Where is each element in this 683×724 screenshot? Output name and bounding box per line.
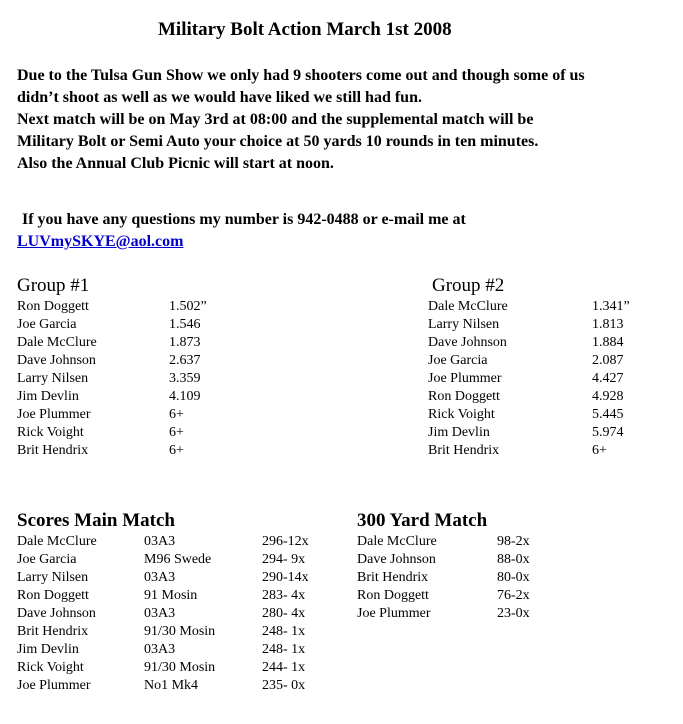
notice-line: didn’t shoot as well as we would have liked we still had fun. <box>17 89 422 106</box>
table-row <box>17 659 337 677</box>
table-row <box>357 551 557 569</box>
shooter-name: Jim Devlin <box>17 642 79 657</box>
group-size: 1.341” <box>592 299 630 314</box>
shooter-name: Joe Plummer <box>17 678 91 693</box>
shooter-name: Joe Garcia <box>428 353 488 368</box>
table-row <box>17 623 337 641</box>
rifle: 91 Mosin <box>144 588 198 603</box>
shooter-name: Ron Doggett <box>17 588 89 603</box>
shooter-name: Joe Plummer <box>17 407 91 422</box>
group-size: 4.928 <box>592 389 624 404</box>
notice-line: Also the Annual Club Picnic will start at noon. <box>17 155 334 172</box>
score: 23-0x <box>497 606 530 621</box>
group1-title: Group #1 <box>17 275 90 296</box>
group-size: 1.873 <box>169 335 201 350</box>
shooter-name: Brit Hendrix <box>17 443 89 458</box>
shooter-name: Dave Johnson <box>428 335 507 350</box>
shooter-name: Ron Doggett <box>357 588 429 603</box>
group2-table <box>428 298 658 460</box>
table-row <box>428 406 658 424</box>
table-row <box>428 424 658 442</box>
rifle: 03A3 <box>144 606 176 621</box>
table-row <box>17 334 237 352</box>
shooter-name: Joe Plummer <box>428 371 502 386</box>
score: 88-0x <box>497 552 530 567</box>
shooter-name: Dave Johnson <box>357 552 436 567</box>
shooter-name: Dave Johnson <box>17 353 96 368</box>
notice-paragraph <box>17 65 585 175</box>
table-row <box>17 298 237 316</box>
group1-table <box>17 298 237 460</box>
group-size: 2.637 <box>169 353 201 368</box>
table-row <box>357 605 557 623</box>
table-row <box>17 406 237 424</box>
table-row <box>17 370 237 388</box>
rifle: 03A3 <box>144 570 176 585</box>
notice-line: Military Bolt or Semi Auto your choice at 50 yards 10 rounds in ten minutes. <box>17 133 539 150</box>
group-size: 2.087 <box>592 353 624 368</box>
table-row <box>17 551 337 569</box>
shooter-name: Brit Hendrix <box>428 443 500 458</box>
table-row <box>428 352 658 370</box>
score: 248- 1x <box>262 624 306 639</box>
shooter-name: Dale McClure <box>17 335 97 350</box>
group-size: 1.502” <box>169 299 207 314</box>
group-size: 6+ <box>169 425 184 440</box>
group2-title: Group #2 <box>432 275 505 296</box>
group-size: 5.974 <box>592 425 624 440</box>
shooter-name: Dale McClure <box>17 534 97 549</box>
table-row <box>17 569 337 587</box>
shooter-name: Larry Nilsen <box>17 570 89 585</box>
yard300-title: 300 Yard Match <box>357 510 488 531</box>
shooter-name: Jim Devlin <box>428 425 490 440</box>
shooter-name: Dave Johnson <box>17 606 96 621</box>
group-size: 4.109 <box>169 389 201 404</box>
yard300-table <box>357 533 557 623</box>
score: 98-2x <box>497 534 530 549</box>
table-row <box>17 587 337 605</box>
shooter-name: Ron Doggett <box>17 299 89 314</box>
table-row <box>428 442 658 460</box>
group-size: 6+ <box>592 443 607 458</box>
table-row <box>17 442 237 460</box>
rifle: 91/30 Mosin <box>144 660 216 675</box>
shooter-name: Dale McClure <box>428 299 508 314</box>
table-row <box>17 316 237 334</box>
table-row <box>17 677 337 695</box>
contact-text: If you have any questions my number is 942-0488 or e-mail me at <box>22 211 466 228</box>
group-size: 1.813 <box>592 317 624 332</box>
rifle: 91/30 Mosin <box>144 624 216 639</box>
email-link[interactable]: LUVmySKYE@aol.com <box>17 233 184 250</box>
table-row <box>428 298 658 316</box>
group-size: 3.359 <box>169 371 201 386</box>
page-title: Military Bolt Action March 1st 2008 <box>158 19 452 40</box>
main-match-title: Scores Main Match <box>17 510 175 531</box>
group-size: 6+ <box>169 443 184 458</box>
shooter-name: Joe Plummer <box>357 606 431 621</box>
table-row <box>357 533 557 551</box>
score: 244- 1x <box>262 660 306 675</box>
table-row <box>428 316 658 334</box>
score: 280- 4x <box>262 606 306 621</box>
score: 294- 9x <box>262 552 306 567</box>
shooter-name: Brit Hendrix <box>17 624 89 639</box>
table-row <box>357 569 557 587</box>
table-row <box>17 533 337 551</box>
shooter-name: Joe Garcia <box>17 317 77 332</box>
table-row <box>17 605 337 623</box>
shooter-name: Brit Hendrix <box>357 570 429 585</box>
notice-line: Due to the Tulsa Gun Show we only had 9 shooters come out and though some of us <box>17 67 585 84</box>
table-row <box>428 334 658 352</box>
shooter-name: Rick Voight <box>428 407 495 422</box>
shooter-name: Rick Voight <box>17 425 84 440</box>
table-row <box>17 388 237 406</box>
group-size: 4.427 <box>592 371 624 386</box>
rifle: 03A3 <box>144 642 176 657</box>
shooter-name: Dale McClure <box>357 534 437 549</box>
table-row <box>428 370 658 388</box>
table-row <box>17 641 337 659</box>
rifle: M96 Swede <box>144 552 212 567</box>
shooter-name: Rick Voight <box>17 660 84 675</box>
group-size: 1.546 <box>169 317 201 332</box>
group-size: 6+ <box>169 407 184 422</box>
rifle: No1 Mk4 <box>144 678 199 693</box>
shooter-name: Larry Nilsen <box>17 371 89 386</box>
score: 80-0x <box>497 570 530 585</box>
score: 76-2x <box>497 588 530 603</box>
group-size: 5.445 <box>592 407 624 422</box>
score: 296-12x <box>262 534 309 549</box>
score: 235- 0x <box>262 678 306 693</box>
group-size: 1.884 <box>592 335 624 350</box>
shooter-name: Larry Nilsen <box>428 317 500 332</box>
table-row <box>428 388 658 406</box>
table-row <box>17 352 237 370</box>
rifle: 03A3 <box>144 534 176 549</box>
table-row <box>357 587 557 605</box>
score: 290-14x <box>262 570 309 585</box>
main-match-table <box>17 533 337 695</box>
score: 283- 4x <box>262 588 306 603</box>
score: 248- 1x <box>262 642 306 657</box>
shooter-name: Ron Doggett <box>428 389 500 404</box>
shooter-name: Jim Devlin <box>17 389 79 404</box>
notice-line: Next match will be on May 3rd at 08:00 and the supplemental match will be <box>17 111 534 128</box>
table-row <box>17 424 237 442</box>
shooter-name: Joe Garcia <box>17 552 77 567</box>
